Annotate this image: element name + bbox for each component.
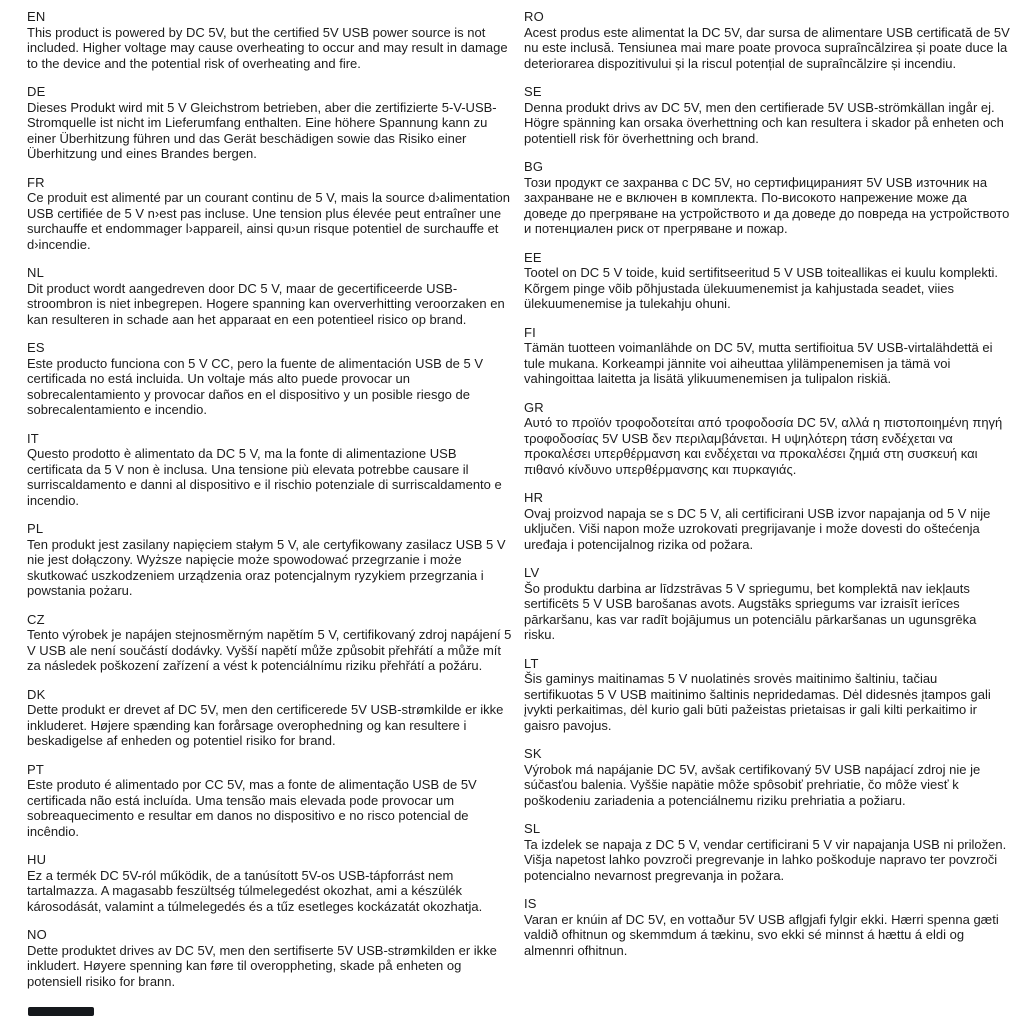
language-section-ro — [524, 9, 1010, 71]
language-code: IT — [27, 430, 39, 446]
language-text: Este producto funciona con 5 V CC, pero la fuente de alimentación USB de 5 V certificada no está incluida. Un voltaje más alto puede provocar un sobrecalentamiento y provocar daños en el dispositivo y un posible riesgo de sobrecalentamiento e incendio. — [27, 355, 483, 417]
language-section-ee — [524, 250, 1010, 312]
language-code: EN — [27, 9, 46, 24]
language-section-gr — [524, 400, 1010, 478]
language-section-en — [27, 9, 513, 71]
language-code: DE — [27, 84, 46, 99]
language-section-hr — [524, 490, 1010, 552]
language-code: FR — [27, 174, 45, 190]
language-text: Ovaj proizvod napaja se s DC 5 V, ali certificirani USB izvor napajanja od 5 V nije uključen. Viši napon može uzrokovati pregrijavanje i može dovesti do oštećenja uređaja i potencijalnog rizika od požara. — [524, 505, 991, 552]
language-code: NL — [27, 265, 45, 280]
language-text: Dit product wordt aangedreven door DC 5 V, maar de gecertificeerde USB-stroombron is niet inbegrepen. Hogere spanning kan oververhitting veroorzaken en kan resulteren in schade aan het apparaat en een potentieel risico op brand. — [27, 280, 505, 327]
language-code: CZ — [27, 611, 45, 627]
language-code: PT — [27, 761, 45, 777]
language-section-pt — [27, 762, 513, 840]
language-text: Tootel on DC 5 V toide, kuid sertifitseeritud 5 V USB toiteallikas ei kuulu komplekti. Kõrgem pinge võib põhjustada ülekuumenemist ja kahjustada seadet, viies ülekuumenemise ja tulekahju ohuni. — [524, 265, 999, 311]
left-column — [27, 9, 513, 1024]
language-section-cz — [27, 612, 513, 674]
language-section-se — [524, 84, 1010, 146]
language-code: PL — [27, 521, 44, 536]
language-code: SL — [524, 821, 541, 836]
language-code: EE — [524, 249, 542, 265]
language-text: Ten produkt jest zasilany napięciem stałym 5 V, ale certyfikowany zasilacz USB 5 V nie jest dołączony. Wyższe napięcie może spowodować przegrzanie i może skutkować uszkodzeniem urządzenia oraz potencjalnym ryzykiem przegrzania i powstania pożaru. — [27, 536, 506, 598]
language-section-hu — [27, 852, 513, 914]
language-section-dk — [27, 687, 513, 749]
language-text: Šo produktu darbina ar līdzstrāvas 5 V spriegumu, bet komplektā nav iekļauts sertificēts 5 V USB barošanas avots. Augstāks spriegums var izraisīt ierīces pārkaršanu, kas var radīt bojājumus un potenciālu pārkaršanas un ugunsgrēka risku. — [524, 580, 977, 642]
language-text: Este produto é alimentado por CC 5V, mas a fonte de alimentação USB de 5V certificada não está incluída. Uma tensão mais elevada pode provocar um sobreaquecimento e resultar em danos no dispositivo e no risco potencial de incêndio. — [27, 777, 477, 839]
language-section-sk — [524, 746, 1010, 808]
language-section-it — [27, 431, 513, 509]
language-code: ES — [27, 340, 45, 355]
language-section-is — [524, 896, 1010, 958]
page-crop-artifact — [28, 1007, 94, 1016]
language-code: HR — [524, 490, 544, 505]
language-text: Dette produkt er drevet af DC 5V, men den certificerede 5V USB-strømkilde er ikke inkluderet. Højere spænding kan forårsage overophedning og kan resultere i beskadigelse af enheden og potentiel risiko for brand. — [27, 702, 504, 748]
language-code: FI — [524, 324, 536, 340]
language-code: SE — [524, 84, 542, 99]
right-column — [524, 9, 1010, 1024]
language-code: SK — [524, 746, 542, 761]
language-section-lv — [524, 565, 1010, 643]
language-text: Ez a termék DC 5V-ról működik, de a tanúsított 5V-os USB-tápforrást nem tartalmazza. A magasabb feszültség túlmelegedést okozhat, ami a készülék károsodását, valamint a túlmelegedés és a tűz esetleges kockázatát okozhatja. — [27, 867, 483, 914]
language-section-bg — [524, 159, 1010, 237]
language-text: Výrobok má napájanie DC 5V, avšak certifikovaný 5V USB napájací zdroj nie je súčasťou balenia. Vyššie napätie môže spôsobiť prehriatie, čo môže viesť k poškodeniu zariadenia a potenciálnemu riziku prehriatia a požiaru. — [524, 761, 981, 808]
language-code: RO — [524, 9, 544, 24]
language-text: Ta izdelek se napaja z DC 5 V, vendar certificirani 5 V vir napajanja USB ni priložen. Višja napetost lahko povzroči pregrevanje in lahko poškoduje napravo ter povzroči potencialno nevarnost pregrevanja in požara. — [524, 836, 1007, 883]
language-code: LT — [524, 655, 539, 671]
language-section-sl — [524, 821, 1010, 883]
language-section-nl — [27, 265, 513, 327]
language-code: LV — [524, 565, 540, 580]
language-text: Tento výrobek je napájen stejnosměrným napětím 5 V, certifikovaný zdroj napájení 5 V USB ale není součástí dodávky. Vyšší napětí může způsobit přehřátí a může mít za následek poškození zařízení a vést k potenciálnímu riziku přehřátí a požáru. — [27, 627, 512, 673]
language-section-no — [27, 927, 513, 989]
language-text: Questo prodotto è alimentato da DC 5 V, ma la fonte di alimentazione USB certificata da 5 V non è inclusa. Una tensione più elevata potrebbe causare il surriscaldamento e danni al dispositivo e il rischio potenziale di surriscaldamento e incendio. — [27, 446, 502, 508]
language-text: Dette produktet drives av DC 5V, men den sertifiserte 5V USB-strømkilden er ikke inkludert. Høyere spenning kan føre til overoppheting, skade på enheten og potensiell risiko for brann. — [27, 942, 497, 989]
language-text: This product is powered by DC 5V, but the certified 5V USB power source is not included. Higher voltage may cause overheating to occur and may result in damage to the device and the potential risk of overheating and fire. — [27, 24, 508, 71]
language-text: Šis gaminys maitinamas 5 V nuolatinės srovės maitinimo šaltiniu, tačiau sertifikuotas 5 V USB maitinimo šaltinis nepridedamas. Dėl didesnės įtampos gali įvykti perkaitimas, dėl kurio gali būti pažeistas prietaisas ir gali kilti perkaitimo ir gaisro pavojus. — [524, 671, 991, 733]
language-code: HU — [27, 852, 47, 867]
language-section-fr — [27, 175, 513, 253]
language-code: NO — [27, 927, 47, 942]
language-text: Αυτό το προϊόν τροφοδοτείται από τροφοδοσία DC 5V, αλλά η πιστοποιημένη πηγή τροφοδοσίας 5V USB δεν περιλαμβάνεται. Η υψηλότερη τάση ενδέχεται να προκαλέσει υπερθέρμανση και ενδέχεται να προκαλέσει ζημιά στη συσκευή και πιθανό κίνδυνο υπερθέρμανσης και πυρκαγιάς. — [524, 415, 1003, 477]
language-text: Tämän tuotteen voimanlähde on DC 5V, mutta sertifioitua 5V USB-virtalähdettä ei tule mukana. Korkeampi jännite voi aiheuttaa ylilämpenemisen ja tämä voi vahingoittaa laitetta ja lisätä ylikuumenemisen ja tulipalon riskiä. — [524, 340, 993, 386]
language-text: Denna produkt drivs av DC 5V, men den certifierade 5V USB-strömkällan ingår ej. Högre spänning kan orsaka överhettning och kan resultera i skador på enheten och potentiell risk för överhettning och brand. — [524, 99, 1004, 146]
language-section-pl — [27, 521, 513, 599]
language-code: GR — [524, 399, 544, 415]
language-section-lt — [524, 656, 1010, 734]
language-text: Ce produit est alimenté par un courant continu de 5 V, mais la source d›alimentation USB certifiée de 5 V n›est pas incluse. Une tension plus élevée peut entraîner une surchauffe et endommager l›appareil, ainsi qu›un risque potentiel de surchauffe et d›incendie. — [27, 190, 510, 252]
language-section-es — [27, 340, 513, 418]
language-code: BG — [524, 159, 544, 174]
language-text: Varan er knúin af DC 5V, en vottaður 5V USB aflgjafi fylgir ekki. Hærri spenna gæti valdið ofhitnun og skemmdum á tækinu, svo ekki sé minnst á hættu á eldi og almennri ofhitnun. — [524, 911, 999, 958]
language-text: Acest produs este alimentat la DC 5V, dar sursa de alimentare USB certificată de 5V nu este inclusă. Tensiunea mai mare poate provoca supraîncălzirea și poate duce la deteriorarea dispozitivului și la riscul potențial de supraîncălzire și incendiu. — [524, 24, 1010, 71]
language-text: Този продукт се захранва с DC 5V, но сертифицираният 5V USB източник на захранване не е включен в комплекта. По-високото напрежение може да доведе до прегряване на устройството и да доведе до повреда на устройството и потенциален риск от прегряване и пожар. — [524, 174, 1010, 236]
language-section-fi — [524, 325, 1010, 387]
language-code: DK — [27, 686, 46, 702]
language-code: IS — [524, 896, 537, 911]
language-section-de — [27, 84, 513, 162]
language-text: Dieses Produkt wird mit 5 V Gleichstrom betrieben, aber die zertifizierte 5-V-USB-Stromquelle ist nicht im Lieferumfang enthalten. Eine höhere Spannung kann zu einer Überhitzung führen und das Gerät beschädigen sowie das Risiko einer Überhitzung und eines Brandes bergen. — [27, 99, 497, 161]
